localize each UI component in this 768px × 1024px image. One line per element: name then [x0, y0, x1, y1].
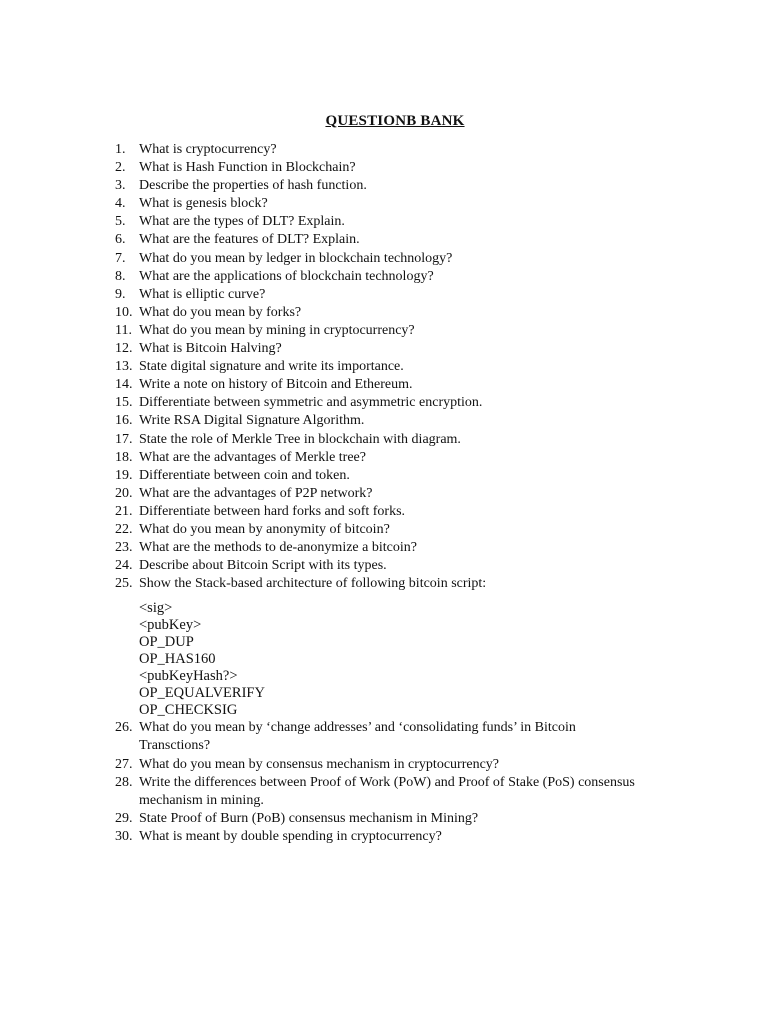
- question-number: 22.: [115, 521, 133, 537]
- question-number: 28.: [115, 774, 133, 790]
- question-text: What is meant by double spending in cryptocurrency?: [139, 828, 442, 844]
- question-number: 16.: [115, 413, 133, 429]
- question-text: Show the Stack-based architecture of following bitcoin script:: [139, 576, 487, 592]
- question-number: 29.: [115, 810, 133, 826]
- question-number: 19.: [115, 467, 133, 483]
- question-item: [115, 449, 635, 467]
- question-text: What is elliptic curve?: [139, 286, 266, 302]
- question-text: What are the methods to de-anonymize a bitcoin?: [139, 540, 417, 556]
- question-text: State digital signature and write its importance.: [139, 359, 404, 375]
- question-text: What is cryptocurrency?: [139, 142, 277, 157]
- question-number: 14.: [115, 377, 133, 393]
- question-number: 23.: [115, 540, 133, 556]
- question-text: What do you mean by forks?: [139, 304, 302, 320]
- question-item: [115, 521, 635, 539]
- question-number: 13.: [115, 359, 133, 375]
- question-item: [115, 340, 635, 358]
- question-list-part-2: [115, 719, 635, 846]
- question-item: [115, 213, 635, 231]
- question-list-part-1: [115, 141, 635, 593]
- script-line: OP_HAS160: [139, 651, 216, 668]
- question-text: What is Bitcoin Halving?: [139, 341, 282, 357]
- question-item: [115, 231, 635, 249]
- question-text: Describe the properties of hash function.: [139, 178, 367, 194]
- question-text: What is Hash Function in Blockchain?: [139, 160, 356, 176]
- question-number: 26.: [115, 720, 133, 736]
- question-text: What do you mean by anonymity of bitcoin?: [139, 521, 390, 537]
- script-line: OP_EQUALVERIFY: [139, 685, 265, 702]
- question-text: What are the advantages of P2P network?: [139, 485, 373, 501]
- question-number: 1.: [115, 142, 126, 157]
- question-number: 17.: [115, 431, 133, 447]
- question-item: [115, 539, 635, 557]
- question-item: [115, 503, 635, 521]
- question-item: [115, 485, 635, 503]
- question-item: [115, 286, 635, 304]
- question-text: State Proof of Burn (PoB) consensus mechanism in Mining?: [139, 810, 479, 826]
- question-list: [115, 141, 635, 846]
- question-item: [115, 774, 635, 810]
- question-text: Differentiate between symmetric and asymmetric encryption.: [139, 395, 483, 411]
- question-number: 24.: [115, 558, 133, 574]
- question-item: [115, 195, 635, 213]
- question-number: 21.: [115, 503, 133, 519]
- question-number: 11.: [115, 322, 132, 338]
- question-item: [115, 268, 635, 286]
- question-text: What do you mean by consensus mechanism in cryptocurrency?: [139, 756, 500, 772]
- question-text: Differentiate between coin and token.: [139, 467, 350, 483]
- script-line: <sig>: [139, 600, 173, 617]
- question-item: [115, 575, 635, 593]
- question-item: [115, 557, 635, 575]
- script-line: <pubKey>: [139, 617, 202, 634]
- question-text: What do you mean by mining in cryptocurrency?: [139, 322, 415, 338]
- question-item: [115, 159, 635, 177]
- question-item: [115, 394, 635, 412]
- question-number: 2.: [115, 160, 126, 176]
- question-text: Differentiate between hard forks and soft forks.: [139, 503, 406, 519]
- question-item: [115, 322, 635, 340]
- question-text: What are the applications of blockchain technology?: [139, 268, 434, 284]
- question-number: 18.: [115, 449, 133, 465]
- question-item: [115, 177, 635, 195]
- question-item: [115, 756, 635, 774]
- question-number: 3.: [115, 178, 126, 194]
- question-item: [115, 810, 635, 828]
- question-text: What are the features of DLT? Explain.: [139, 232, 360, 248]
- question-number: 7.: [115, 250, 126, 266]
- page-title: QUESTIONB BANK: [325, 113, 465, 129]
- question-text: What are the advantages of Merkle tree?: [139, 449, 366, 465]
- question-item: [115, 828, 635, 846]
- question-item: [115, 141, 635, 159]
- question-text: Write RSA Digital Signature Algorithm.: [139, 413, 365, 429]
- question-item: [115, 719, 635, 755]
- question-text: What are the types of DLT? Explain.: [139, 214, 345, 230]
- question-item: [115, 376, 635, 394]
- question-text: State the role of Merkle Tree in blockchain with diagram.: [139, 431, 461, 447]
- question-text: Describe about Bitcoin Script with its types.: [139, 558, 387, 574]
- script-line: OP_DUP: [139, 634, 194, 651]
- question-number: 30.: [115, 828, 133, 844]
- bitcoin-script-block: [115, 600, 635, 719]
- question-number: 12.: [115, 341, 133, 357]
- question-number: 25.: [115, 576, 133, 592]
- question-number: 10.: [115, 304, 133, 320]
- question-item: [115, 412, 635, 430]
- question-item: [115, 467, 635, 485]
- question-number: 27.: [115, 756, 133, 772]
- question-number: 20.: [115, 485, 133, 501]
- question-number: 5.: [115, 214, 126, 230]
- question-text: Write the differences between Proof of Work (PoW) and Proof of Stake (PoS) consensus mechanism in mining.: [139, 774, 635, 808]
- question-text: What is genesis block?: [139, 196, 268, 212]
- script-line: OP_CHECKSIG: [139, 702, 238, 719]
- script-line: <pubKeyHash?>: [139, 668, 238, 685]
- question-text: What do you mean by ledger in blockchain technology?: [139, 250, 453, 266]
- question-item: [115, 250, 635, 268]
- question-number: 15.: [115, 395, 133, 411]
- question-number: 9.: [115, 286, 126, 302]
- question-text: Write a note on history of Bitcoin and Ethereum.: [139, 377, 413, 393]
- question-number: 4.: [115, 196, 126, 212]
- question-text: What do you mean by ‘change addresses’ and ‘consolidating funds’ in Bitcoin Transctions?: [139, 720, 576, 754]
- question-number: 8.: [115, 268, 126, 284]
- question-number: 6.: [115, 232, 126, 248]
- question-item: [115, 431, 635, 449]
- question-item: [115, 304, 635, 322]
- question-item: [115, 358, 635, 376]
